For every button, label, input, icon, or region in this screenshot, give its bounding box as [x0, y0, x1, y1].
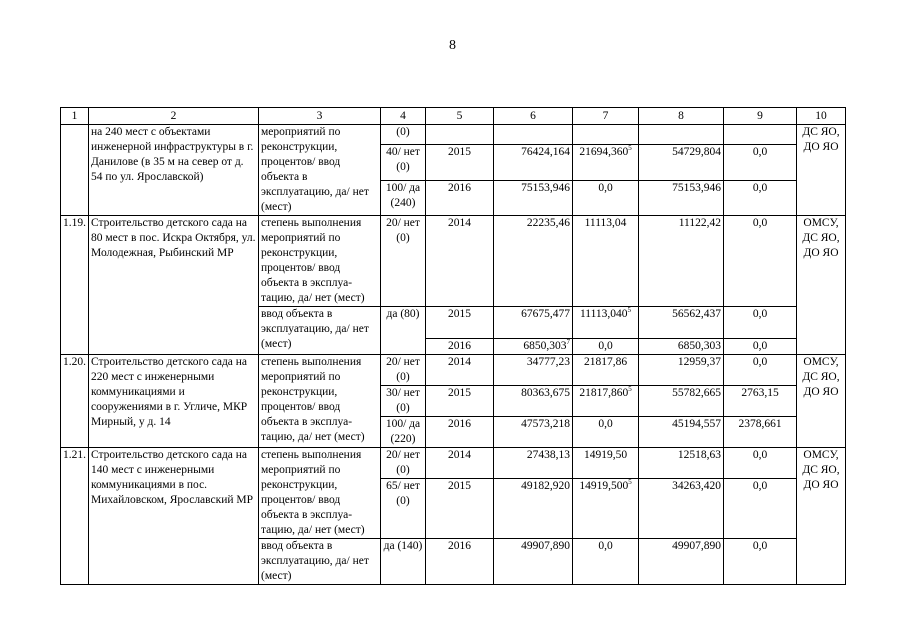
year-cell: 2016 — [426, 180, 494, 215]
amount-regional — [573, 386, 639, 417]
amount-regional: 0,0 — [573, 539, 639, 585]
year-cell: 2016 — [426, 339, 494, 355]
header-cell: 6 — [494, 108, 573, 125]
amount-federal: 55782,665 — [639, 386, 724, 417]
footnote-mark: 5 — [627, 306, 632, 314]
amount-regional — [573, 125, 639, 145]
amount-regional — [573, 479, 639, 539]
header-cell: 3 — [259, 108, 381, 125]
responsible-cell: ОМСУ, ДС ЯО, ДО ЯО — [797, 216, 846, 355]
indicator-value: 40/ нет (0) — [381, 145, 426, 180]
amount-total: 49907,890 — [494, 539, 573, 585]
amount-total — [494, 125, 573, 145]
amount-local: 0,0 — [724, 479, 797, 539]
header-cell: 4 — [381, 108, 426, 125]
program-table — [60, 107, 846, 585]
item-number: 1.21. — [61, 448, 89, 585]
indicator-value: 20/ нет (0) — [381, 355, 426, 386]
item-description: Строительство детского сада на 80 мест в пос. Искра Октября, ул. Молодежная, Рыбинский МР — [89, 216, 259, 355]
amount-regional: 0,0 — [573, 417, 639, 448]
amount-local: 0,0 — [724, 355, 797, 386]
amount-federal: 11122,42 — [639, 216, 724, 307]
amount-value: 11113,040 — [579, 308, 628, 320]
indicator-value: 65/ нет (0) — [381, 479, 426, 539]
amount-regional: 11113,04 — [573, 216, 639, 307]
year-cell: 2015 — [426, 479, 494, 539]
footnote-mark: 7 — [566, 338, 570, 346]
item-description: на 240 мест с объектами инженерной инфраструктуры в г. Данилове (в 35 м на север от д. 54 по ул. Ярославской) — [89, 125, 259, 216]
responsible-cell: ОМСУ, ДС ЯО, ДО ЯО — [797, 448, 846, 585]
item-description: Строительство детского сада на 140 мест с инженерными коммуникациями в пос. Михайловском, Ярославский МР — [89, 448, 259, 585]
indicator-value: (0) — [381, 125, 426, 145]
indicator-value: 100/ да (240) — [381, 180, 426, 215]
header-cell: 5 — [426, 108, 494, 125]
amount-local: 0,0 — [724, 180, 797, 215]
responsible-cell: ДС ЯО, ДО ЯО — [797, 125, 846, 216]
item-number: 1.20. — [61, 355, 89, 448]
year-cell: 2014 — [426, 448, 494, 479]
header-cell: 10 — [797, 108, 846, 125]
indicator-cell: ввод объекта в эксплуатацию, да/ нет (мест) — [259, 539, 381, 585]
indicator-cell: мероприятий по реконструкции, процентов/ ввод объекта в эксплуатацию, да/ нет (мест) — [259, 125, 381, 216]
amount-local: 0,0 — [724, 216, 797, 307]
amount-total: 49182,920 — [494, 479, 573, 539]
amount-regional: 0,0 — [573, 180, 639, 215]
amount-regional: 0,0 — [573, 339, 639, 355]
year-cell: 2016 — [426, 417, 494, 448]
amount-total: 76424,164 — [494, 145, 573, 180]
item-description: Строительство детского сада на 220 мест с инженерными коммуникациями и сооружениями в г. Угличе, МКР Мирный, у д. 14 — [89, 355, 259, 448]
amount-local: 0,0 — [724, 307, 797, 339]
amount-regional: 14919,50 — [573, 448, 639, 479]
amount-federal: 12959,37 — [639, 355, 724, 386]
footnote-mark: 5 — [628, 144, 632, 153]
amount-federal: 34263,420 — [639, 479, 724, 539]
amount-federal: 56562,437 — [639, 307, 724, 339]
amount-regional: 21817,86 — [573, 355, 639, 386]
indicator-value: 20/ нет (0) — [381, 448, 426, 479]
footnote-mark: 5 — [628, 385, 632, 393]
amount-regional — [573, 145, 639, 180]
amount-local: 2763,15 — [724, 386, 797, 417]
amount-total: 80363,675 — [494, 386, 573, 417]
amount-value: 21694,360 — [579, 146, 629, 159]
amount-regional — [573, 307, 639, 339]
indicator-cell: степень выполнения мероприятий по реконструкции, процентов/ ввод объекта в эксплуа-тацию, да/ нет (мест) — [259, 216, 381, 307]
year-cell: 2015 — [426, 386, 494, 417]
header-cell: 9 — [724, 108, 797, 125]
table-row — [61, 125, 846, 145]
amount-local: 0,0 — [724, 539, 797, 585]
amount-total — [494, 339, 573, 355]
header-row — [61, 108, 846, 125]
item-number — [61, 125, 89, 216]
year-cell: 2015 — [426, 145, 494, 180]
indicator-value: 100/ да (220) — [381, 417, 426, 448]
amount-federal: 6850,303 — [639, 339, 724, 355]
indicator-value: да (80) — [381, 307, 426, 355]
amount-local: 0,0 — [724, 339, 797, 355]
indicator-cell: степень выполнения мероприятий по реконструкции, процентов/ ввод объекта в эксплуа-тацию, да/ нет (мест) — [259, 355, 381, 448]
header-cell: 2 — [89, 108, 259, 125]
amount-total: 67675,477 — [494, 307, 573, 339]
amount-local: 2378,661 — [724, 417, 797, 448]
amount-federal: 45194,557 — [639, 417, 724, 448]
amount-local — [724, 125, 797, 145]
amount-federal: 49907,890 — [639, 539, 724, 585]
header-cell: 7 — [573, 108, 639, 125]
amount-federal: 75153,946 — [639, 180, 724, 215]
indicator-value: да (140) — [381, 539, 426, 585]
year-cell: 2014 — [426, 355, 494, 386]
amount-federal: 12518,63 — [639, 448, 724, 479]
amount-value: 14919,500 — [579, 480, 629, 492]
amount-total: 27438,13 — [494, 448, 573, 479]
item-number: 1.19. — [61, 216, 89, 355]
year-cell: 2014 — [426, 216, 494, 307]
year-cell: 2016 — [426, 539, 494, 585]
table-row — [61, 448, 846, 479]
amount-total: 34777,23 — [494, 355, 573, 386]
amount-local: 0,0 — [724, 145, 797, 180]
indicator-value: 30/ нет (0) — [381, 386, 426, 417]
year-cell — [426, 125, 494, 145]
amount-total: 75153,946 — [494, 180, 573, 215]
header-cell: 8 — [639, 108, 724, 125]
footnote-mark: 5 — [628, 478, 632, 486]
responsible-cell: ОМСУ, ДС ЯО, ДО ЯО — [797, 355, 846, 448]
amount-value: 21817,860 — [579, 387, 629, 399]
year-cell: 2015 — [426, 307, 494, 339]
page-number: 8 — [449, 38, 456, 53]
header-cell: 1 — [61, 108, 89, 125]
amount-federal — [639, 125, 724, 145]
amount-value: 6850,303 — [523, 340, 567, 352]
amount-local: 0,0 — [724, 448, 797, 479]
amount-total: 22235,46 — [494, 216, 573, 307]
indicator-cell: ввод объекта в эксплуатацию, да/ нет (мест) — [259, 307, 381, 355]
amount-federal: 54729,804 — [639, 145, 724, 180]
indicator-cell: степень выполнения мероприятий по реконструкции, процентов/ ввод объекта в эксплуа-тацию, да/ нет (мест) — [259, 448, 381, 539]
table-row — [61, 355, 846, 386]
table-row — [61, 216, 846, 307]
indicator-value: 20/ нет (0) — [381, 216, 426, 307]
amount-total: 47573,218 — [494, 417, 573, 448]
